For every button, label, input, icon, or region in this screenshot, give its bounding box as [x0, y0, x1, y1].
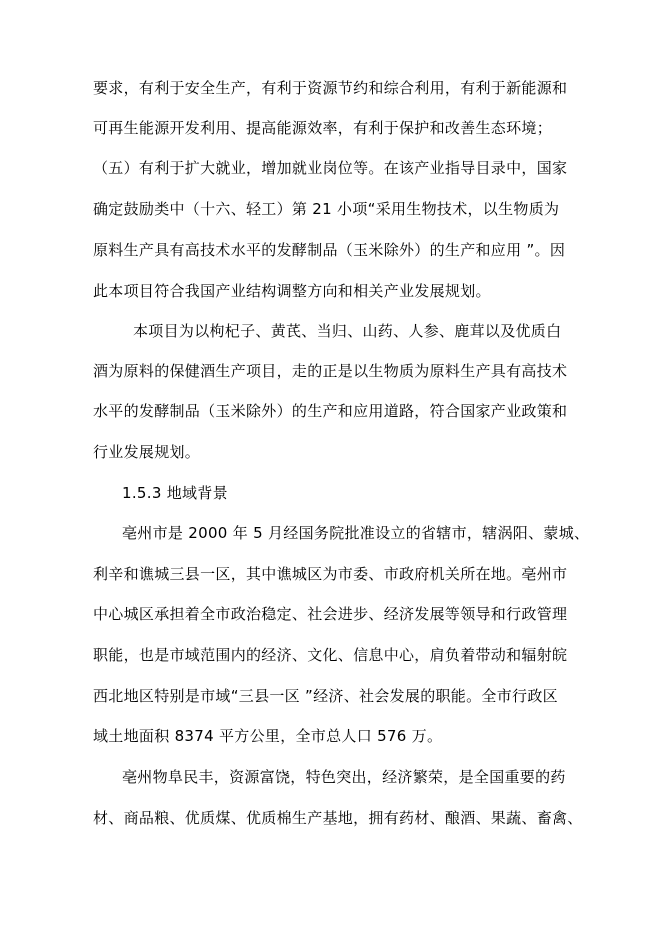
text-line: 酒为原料的保健酒生产项目，走的正是以生物质为原料生产具有高技术 — [93, 362, 568, 380]
text-line: 本项目为以枸杞子、黄芪、当归、山药、人参、鹿茸以及优质白 — [133, 322, 562, 340]
text-line: 亳州市是 2000 年 5 月经国务院批准设立的省辖市，辖涡阳、蒙城、 — [122, 524, 590, 542]
text-line: 可再生能源开发利用、提高能源效率，有利于保护和改善生态环境； — [93, 119, 553, 137]
text-line: 确定鼓励类中（十六、轻工）第 21 小项“采用生物技术，以生物质为 — [93, 200, 560, 218]
text-line: 职能，也是市域范围内的经济、文化、信息中心，肩负着带动和辐射皖 — [93, 646, 568, 664]
text-line: 亳州物阜民丰，资源富饶，特色突出，经济繁荣，是全国重要的药 — [122, 768, 566, 786]
text-line: （五）有利于扩大就业，增加就业岗位等。在该产业指导目录中，国家 — [93, 159, 568, 177]
text-line: 要求，有利于安全生产，有利于资源节约和综合利用，有利于新能源和 — [93, 79, 568, 97]
text-line: 利辛和谯城三县一区，其中谯城区为市委、市政府机关所在地。亳州市 — [93, 565, 568, 583]
text-line: 原料生产具有高技术水平的发酵制品（玉米除外）的生产和应用 ”。因 — [93, 241, 566, 259]
text-line: 此本项目符合我国产业结构调整方向和相关产业发展规划。 — [93, 282, 491, 300]
text-line: 中心城区承担着全市政治稳定、社会进步、经济发展等领导和行政管理 — [93, 605, 568, 623]
text-line: 材、商品粮、优质煤、优质棉生产基地，拥有药材、酿酒、果蔬、畜禽、 — [93, 809, 583, 827]
text-line: 域土地面积 8374 平方公里，全市总人口 576 万。 — [93, 727, 443, 745]
text-line: 水平的发酵制品（玉米除外）的生产和应用道路，符合国家产业政策和 — [93, 402, 568, 420]
text-line: 西北地区特别是市域“三县一区 ”经济、社会发展的职能。全市行政区 — [93, 687, 558, 705]
text-line: 行业发展规划。 — [93, 443, 201, 461]
section-heading: 1.5.3 地域背景 — [122, 484, 228, 502]
